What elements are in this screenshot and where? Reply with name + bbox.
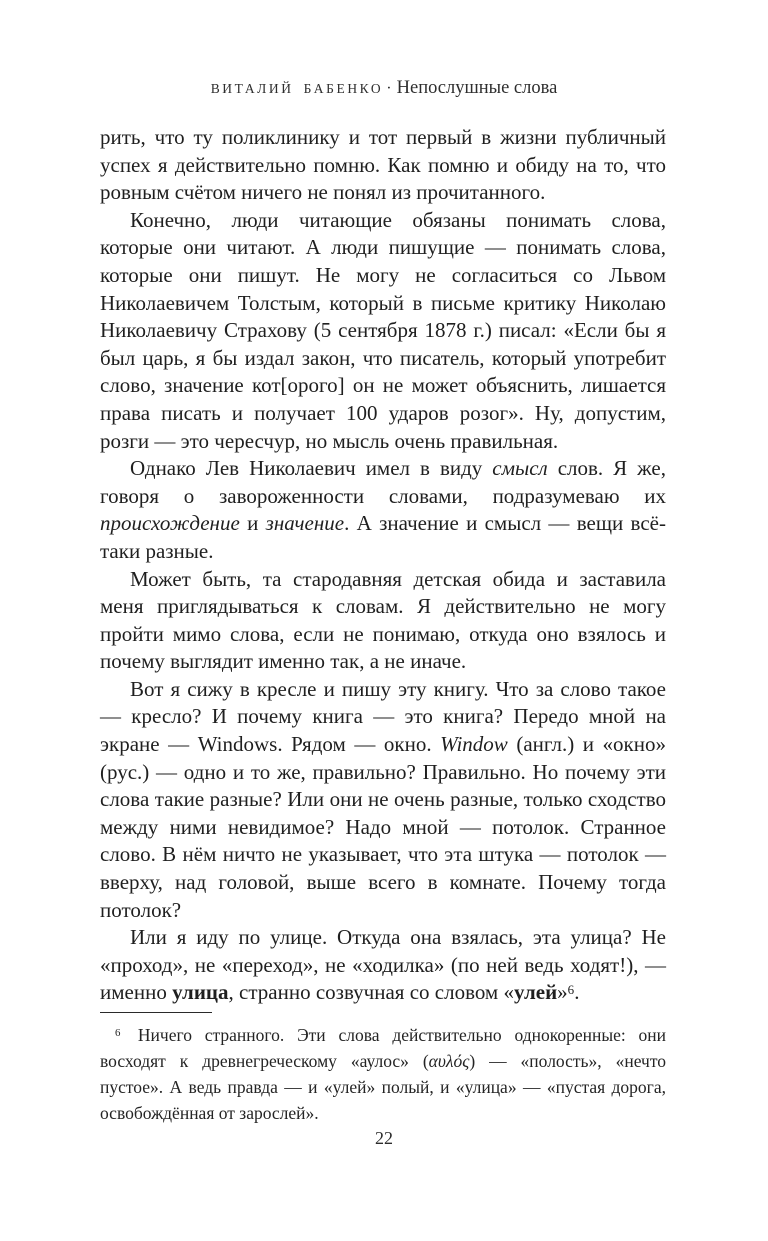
body-text bbox=[100, 124, 666, 1007]
text-segment: . А значение и смысл — вещи всё-таки разные. bbox=[100, 511, 666, 563]
text-segment: Или я иду по улице. Откуда она взялась, эта улица? Не «проход», не «переход», не «ходилка» (по ней ведь ходят!), — именно bbox=[100, 925, 666, 1005]
text-segment: слов. Я же, говоря о завороженности словами, подразумеваю их bbox=[100, 456, 666, 508]
text-segment: . bbox=[574, 980, 580, 1005]
running-header bbox=[0, 78, 768, 99]
text-segment: Однако Лев Николаевич имел в виду bbox=[130, 456, 493, 481]
text-segment: » bbox=[557, 980, 568, 1005]
text-segment: смысл bbox=[492, 456, 548, 481]
header-book-title: Непослушные слова bbox=[396, 78, 558, 98]
text-segment: Вот я сижу в кресле и пишу эту книгу. Что за слово такое — кресло? И почему книга — это книга? Передо мной на экране — Windows. Рядом — окно. bbox=[100, 676, 666, 757]
text-segment: 6 bbox=[115, 1027, 121, 1040]
text-segment: происхождение bbox=[100, 511, 240, 536]
text-segment: αυλός bbox=[428, 1051, 470, 1071]
text-segment bbox=[120, 1025, 138, 1045]
paragraph bbox=[100, 566, 666, 676]
text-segment: Window bbox=[440, 732, 508, 757]
footnote-text bbox=[100, 1022, 666, 1126]
header-author: ВИТАЛИЙ БАБЕНКО bbox=[210, 81, 384, 96]
text-segment: , странно созвучная со словом « bbox=[228, 980, 514, 1005]
text-segment: (англ.) и «окно» (рус.) — одно и то же, правильно? Правильно. Но почему эти слова такие разные? Или они не очень разные, только сходство между ними невидимое? Надо мной — потолок. Странное слово. В нём ничто не указывает, что эта штука — потолок — вверху, над головой, выше всего в комнате. Почему тогда потолок? bbox=[100, 732, 666, 922]
paragraph bbox=[100, 124, 666, 207]
text-segment: Конечно, люди читающие обязаны понимать слова, которые они читают. А люди пишущие — понимать слова, которые они пишут. Не могу не согласиться со Львом Николаевичем Толстым, который в письме критику Николаю Николаевичу Страхову (5 сентября 1878 г.) писал: «Если бы я был царь, я бы издал закон, что писатель, который употребит слово, значение кот[орого] он не может объяснить, лишается права писать и получает 100 ударов розог». Ну, допустим, розги — это чересчур, но мысль очень правильная. bbox=[100, 207, 666, 453]
text-segment: рить, что ту поликлинику и тот первый в жизни публичный успех я действительно помню. Как помню и обиду на то, что ровным счётом ничего не понял из прочитанного. bbox=[100, 125, 666, 205]
paragraph bbox=[100, 924, 666, 1007]
header-separator-dot: · bbox=[386, 80, 392, 97]
paragraph bbox=[100, 676, 666, 924]
text-segment: 6 bbox=[567, 981, 575, 997]
paragraph bbox=[100, 455, 666, 565]
text-segment: ) — «полость», «нечто пустое». А ведь правда — и «улей» полый, и «улица» — «пустая дорога, освобождённая от зарослей». bbox=[100, 1051, 666, 1123]
text-segment: Может быть, та стародавняя детская обида и заставила меня приглядываться к словам. Я действительно не могу пройти мимо слова, если не понимаю, откуда оно взялось и почему выглядит именно так, а не иначе. bbox=[100, 566, 666, 674]
text-segment: и bbox=[239, 511, 266, 536]
page-number: 22 bbox=[375, 1128, 393, 1148]
text-segment: Ничего странного. Эти слова действительно однокоренные: они восходят к древнегреческому «аулос» ( bbox=[100, 1025, 666, 1071]
text-segment: улей bbox=[513, 980, 558, 1005]
text-segment: значение bbox=[265, 511, 345, 536]
paragraph bbox=[100, 207, 666, 455]
text-segment: улица bbox=[172, 980, 229, 1005]
footnote-rule bbox=[100, 1012, 212, 1013]
